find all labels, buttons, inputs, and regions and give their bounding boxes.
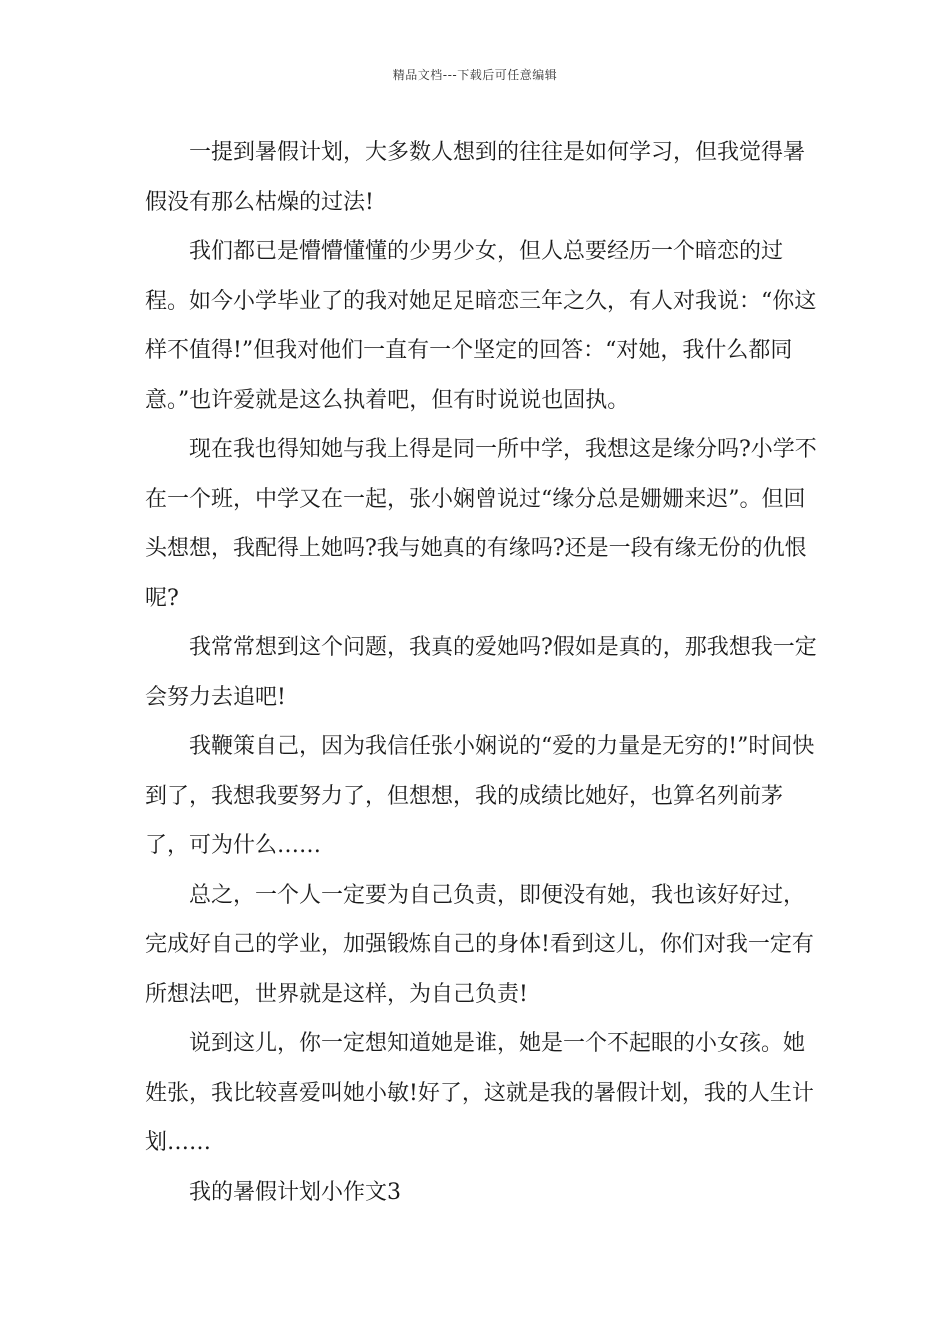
page-header: 精品文档---下载后可任意编辑 [392,68,558,82]
section-heading: 我的暑假计划小作文3 [189,1179,401,1205]
document-body [145,128,825,1217]
paragraph-1: 一提到暑假计划，大多数人想到的往往是如何学习，但我觉得暑假没有那么枯燥的过法! [145,140,806,215]
paragraph-7: 说到这儿，你一定想知道她是谁，她是一个不起眼的小女孩。她姓张，我比较喜爱叫她小敏!好了，这就是我的暑假计划，我的人生计划…… [145,1031,814,1155]
paragraph-3: 现在我也得知她与我上得是同一所中学，我想这是缘分吗?小学不在一个班，中学又在一起，张小娴曾说过“缘分总是姗姗来迟”。但回头想想，我配得上她吗?我与她真的有缘吗?还是一段有缘无份的仇恨呢? [145,437,817,611]
paragraph-6: 总之，一个人一定要为自己负责，即便没有她，我也该好好过，完成好自己的学业，加强锻炼自己的身体!看到这儿，你们对我一定有所想法吧，世界就是这样，为自己负责! [145,882,814,1007]
paragraph-5: 我鞭策自己，因为我信任张小娴说的“爱的力量是无穷的!”时间快到了，我想我要努力了，但想想，我的成绩比她好，也算名列前茅了，可为什么…… [145,734,815,858]
paragraph-4: 我常常想到这个问题，我真的爱她吗?假如是真的，那我想我一定会努力去追吧! [145,635,817,710]
paragraph-2: 我们都已是懵懵懂懂的少男少女，但人总要经历一个暗恋的过程。如今小学毕业了的我对她足足暗恋三年之久，有人对我说：“你这样不值得!”但我对他们一直有一个坚定的回答：“对她，我什么都同意。”也许爱就是这么执着吧，但有时说说也固执。 [145,239,817,413]
